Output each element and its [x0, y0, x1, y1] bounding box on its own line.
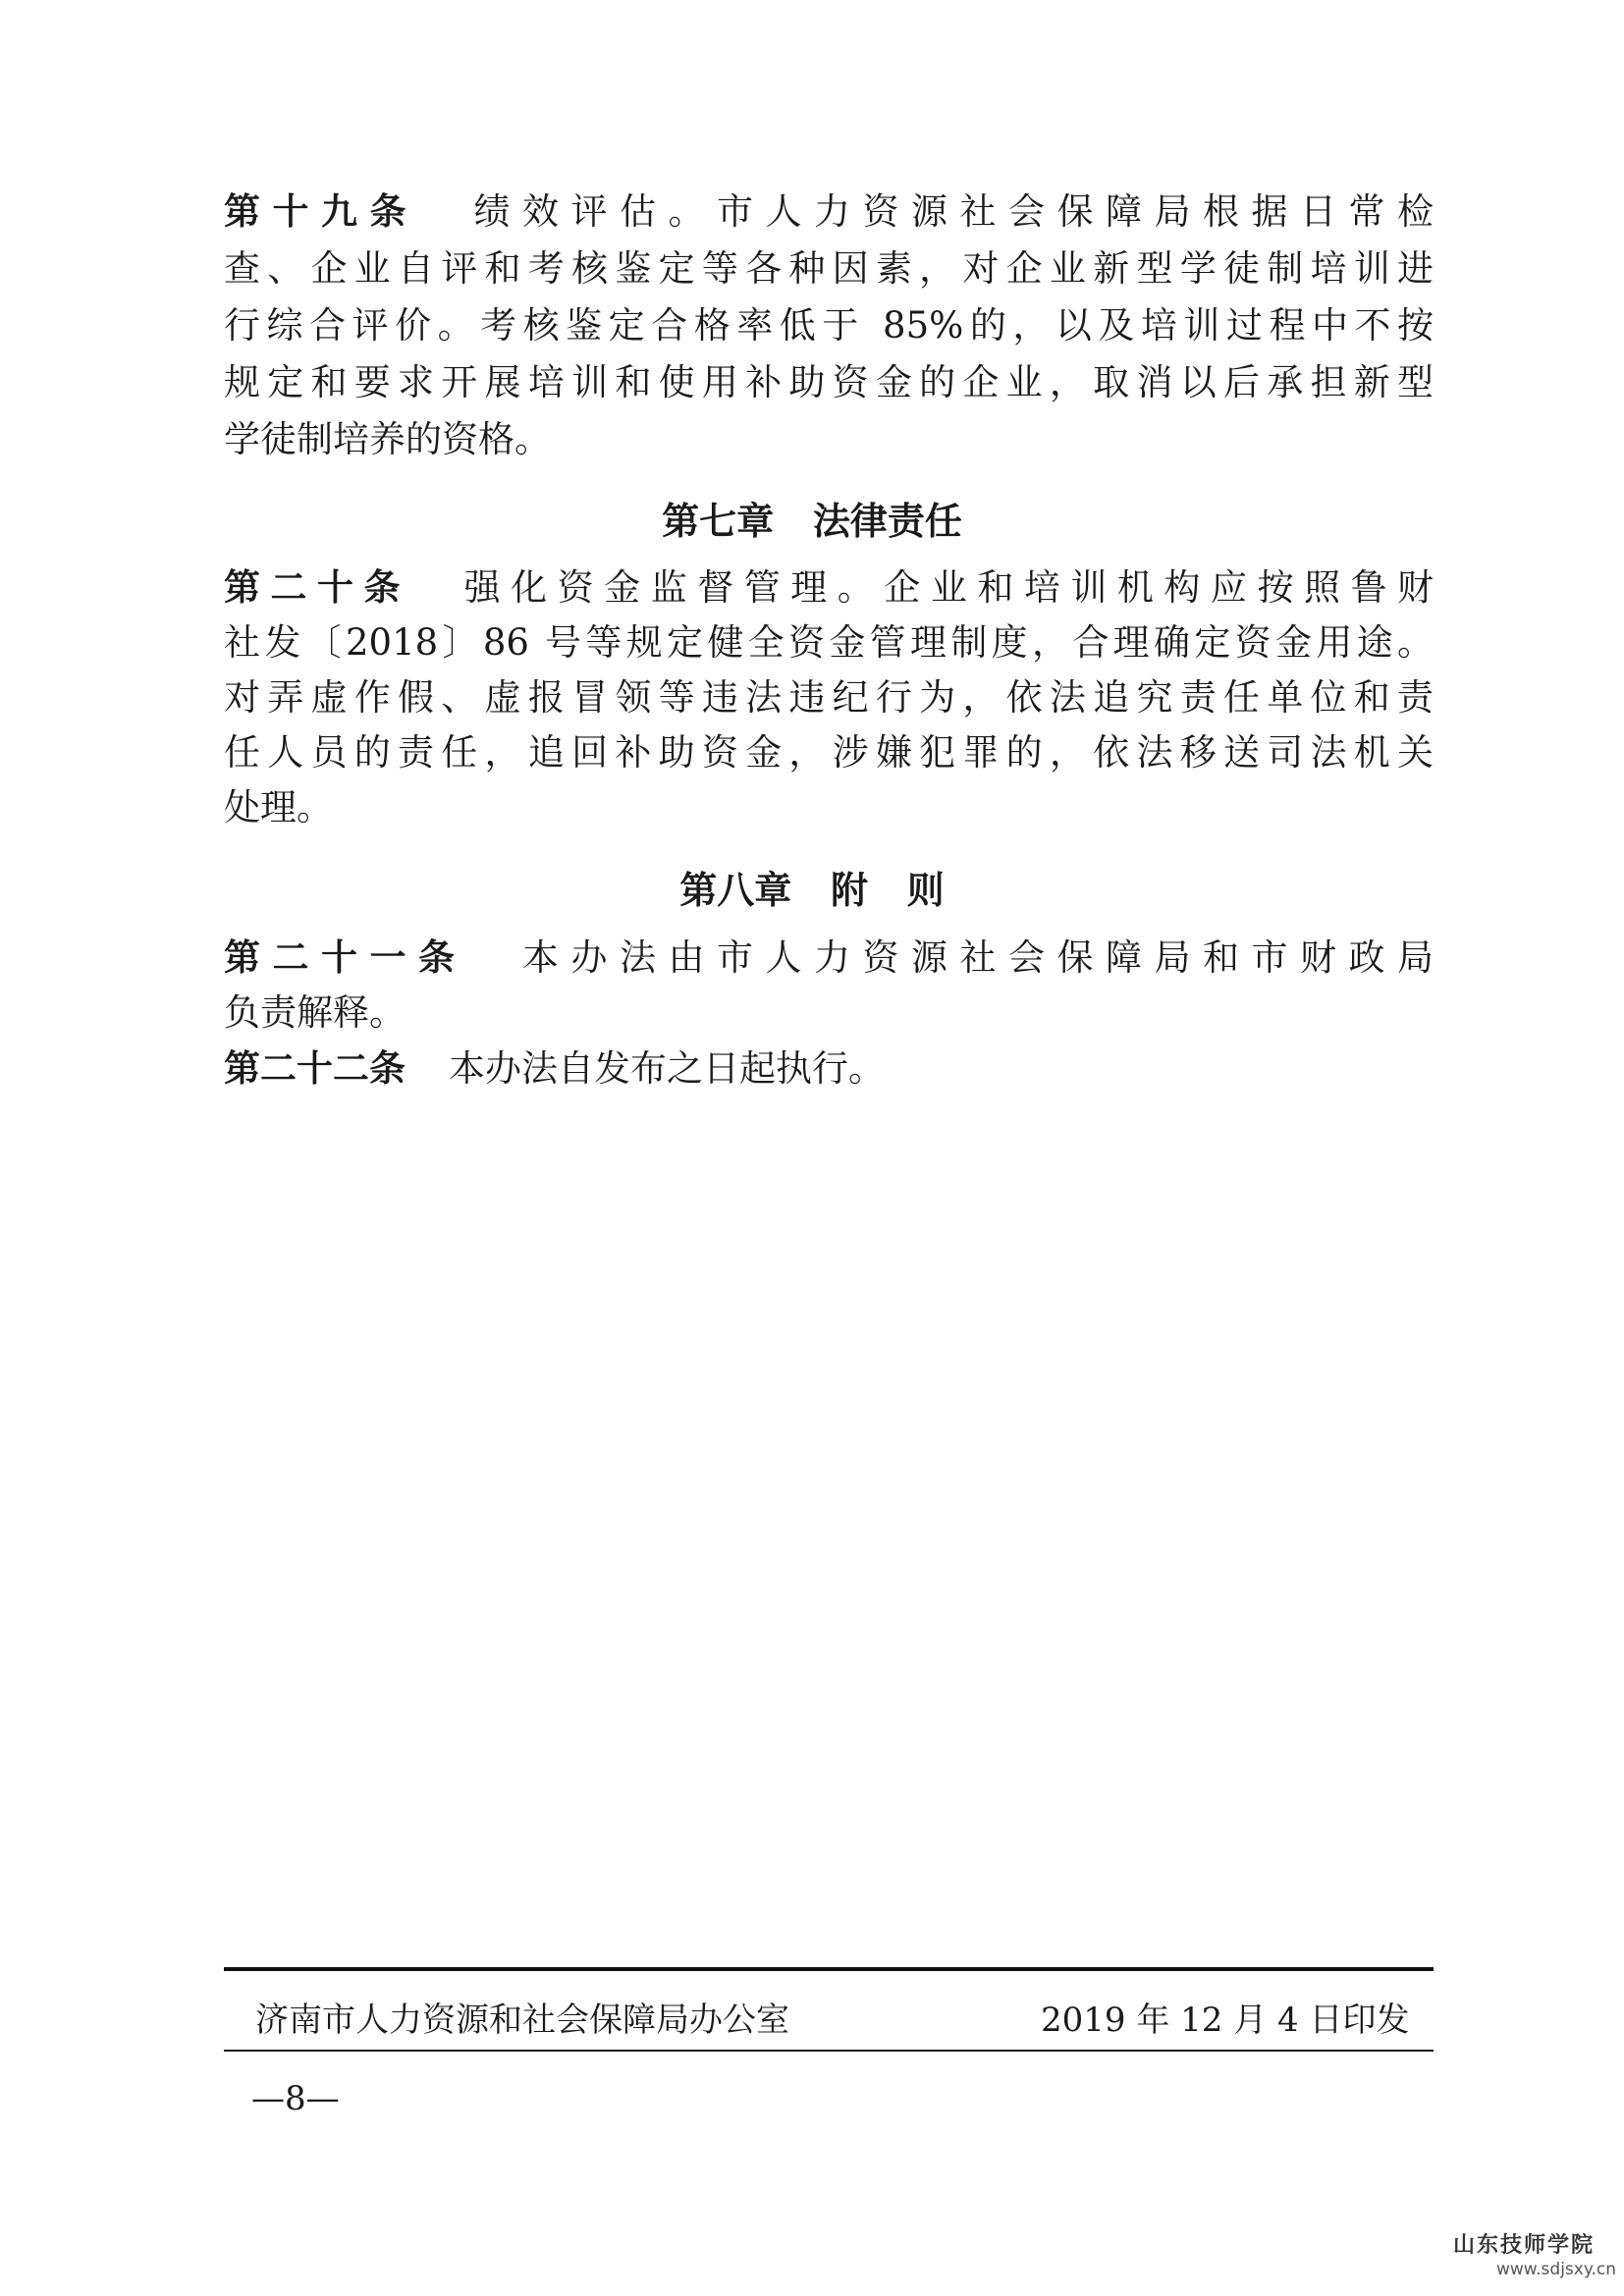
article-21-number: 第二十一条 — [224, 936, 467, 979]
article-20-line-4: 任人员的责任，追回补助资金，涉嫌犯罪的，依法移送司法机关 — [224, 731, 1434, 774]
article-19-line-5: 学徒制培养的资格。 — [224, 418, 551, 460]
article-20-line-1: 第二十条 强化资金监督管理。企业和培训机构应按照鲁财 — [224, 566, 1435, 609]
article-20-line-2: 社发〔2018〕86 号等规定健全资金管理制度，合理确定资金用途。 — [224, 621, 1434, 664]
footer-top-rule — [224, 1967, 1434, 1971]
chapter-7-heading: 第七章 法律责任 — [662, 500, 962, 543]
article-20-line-5: 处理。 — [224, 786, 333, 828]
issuing-office: 济南市人力资源和社会保障局办公室 — [255, 2001, 789, 2040]
watermark — [1441, 2228, 1618, 2287]
article-19-line-4: 规定和要求开展培训和使用补助资金的企业，取消以后承担新型 — [224, 361, 1434, 403]
article-20-line-3: 对弄虚作假、虚报冒领等违法违纪行为，依法追究责任单位和责 — [224, 676, 1434, 719]
page-number: —8— — [251, 2079, 340, 2118]
article-19-line-1: 第十九条 绩效评估。市人力资源社会保障局根据日常检 — [224, 190, 1434, 233]
issue-date: 2019 年 12 月 4 日印发 — [1041, 2001, 1410, 2040]
article-22-line-1: 第二十二条 本办法自发布之日起执行。 — [224, 1047, 885, 1090]
article-21-line-2: 负责解释。 — [224, 991, 406, 1034]
article-22-number: 第二十二条 — [224, 1047, 406, 1090]
article-19-line-2: 查、企业自评和考核鉴定等各种因素，对企业新型学徒制培训进 — [224, 247, 1434, 290]
article-20-number: 第二十条 — [224, 566, 411, 609]
watermark-title: 山东技师学院 — [1453, 2232, 1596, 2258]
footer-bottom-rule — [224, 2050, 1434, 2052]
article-21-line-1: 第二十一条 本办法由市人力资源社会保障局和市财政局 — [224, 936, 1434, 979]
chapter-8-heading: 第八章 附 则 — [679, 869, 945, 912]
watermark-url: www.sdjsxy.cn — [1496, 2260, 1617, 2279]
article-19-number: 第十九条 — [224, 190, 418, 233]
article-19-line-3: 行综合评价。考核鉴定合格率低于 85%的，以及培训过程中不按 — [224, 304, 1434, 347]
